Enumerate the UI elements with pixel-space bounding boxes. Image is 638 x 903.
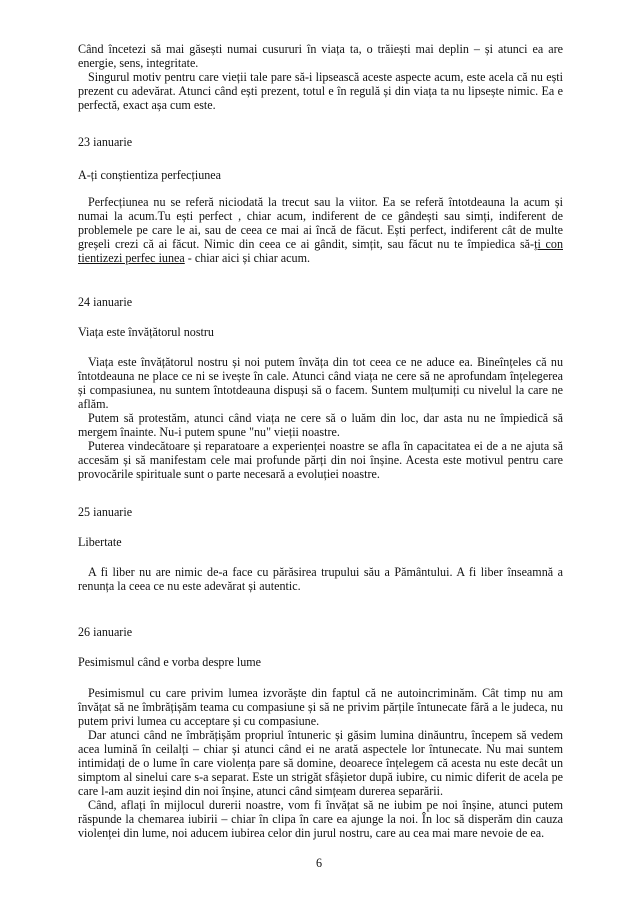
entry-paragraph-1: Viața este învățătorul nostru și noi putem învăța din tot ceea ce ne aduce ea. Bineînțeles că nu întotdeauna ne place ce ni se ivește în cale. Atunci când viața ne cere să ne aprofundam înțelegerea și compasiunea, nu suntem întotdeauna dispuși să o facem. Suntem mulțumiți cu nivelul la care ne aflăm.	[78, 355, 563, 411]
date-heading-jan24: 24 ianuarie	[78, 295, 133, 309]
body-text: Perfecțiunea nu se referă niciodată la trecut sau la viitor. Ea se referă întotdeauna la acum și numai la acum.Tu ești perfect , chiar acum, indiferent de ce gândești sau simți, indiferent de problemele pe care le ai, sau de ceea ce mai ai încă de făcut. Ești perfect, indiferent cât de multe greșeli crezi că ai făcut. Nimic din ceea ce ai gândit, simțit, sau făcut nu te împiedica să-	[78, 195, 563, 251]
entry-paragraph-3: Puterea vindecătoare și reparatoare a experienței noastre se afla în capacitatea ei de a ne ajuta să accesăm și să manifestam cele mai profunde părți din noi înșine. Acesta este motivul pentru care provocările spirituale sunt o parte necesară a evoluției noastre.	[78, 439, 563, 481]
intro-section	[78, 42, 563, 112]
date-heading-jan26: 26 ianuarie	[78, 625, 133, 639]
date-heading-jan23: 23 ianuarie	[78, 135, 133, 149]
entry-paragraph-1: A fi liber nu are nimic de-a face cu părăsirea trupului său a Pământului. A fi liber înseamnă a renunța la ceea ce nu este adevărat și autentic.	[78, 565, 563, 593]
page-number: 6	[315, 856, 323, 870]
entry-paragraph-2: Putem să protestăm, atunci când viața ne cere să o luăm din loc, dar asta nu ne împiedică să mergem înainte. Nu-i putem spune "nu" vieții noastre.	[78, 411, 563, 439]
intro-paragraph-1: Când încetezi să mai găsești numai cusururi în viața ta, o trăiești mai deplin – și atunci ea are energie, sens, integritate.	[78, 42, 563, 70]
entry-body-jan25	[78, 565, 563, 593]
entry-body-jan24	[78, 355, 563, 481]
entry-paragraph-1: Pesimismul cu care privim lumea izvorăște din faptul că ne autoincriminăm. Cât timp nu am învățat să ne îmbrățișăm teama cu compasiune și să ne privim părțile întunecate fără a le judeca, nu putem privi lumea cu acceptare și cu compasiune.	[78, 686, 563, 728]
entry-paragraph-2: Dar atunci când ne îmbrățișăm propriul întuneric și găsim lumina dinăuntru, începem să vedem acea lumină în ceilalți – chiar și atunci când ei ne arată aspectele lor întunecate. Nu mai suntem intimidați de o lume în care violența pare să domine, deoarece înțelegem că acesta nu este decât un simptom al sinelui care s-a separat. Este un strigăt sfâșietor după iubire, cu nimic diferit de acela pe care l-am auzit ieșind din noi înșine, atunci când simțeam durerea separării.	[78, 728, 563, 798]
entry-body-jan26	[78, 686, 563, 840]
entry-body-jan23	[78, 195, 563, 265]
underlined-text: ți con tientizezi perfec iunea	[78, 237, 563, 265]
entry-title-jan25: Libertate	[78, 535, 122, 549]
entry-paragraph-3: Când, aflați în mijlocul durerii noastre, vom fi învățat să ne iubim pe noi înșine, atunci putem răspunde la chemarea iubirii – chiar în clipa în care ea ajunge la noi. În loc să disperăm din cauza violenței din lume, noi aducem iubirea celor din jurul nostru, care au cea mai mare nevoie de ea.	[78, 798, 563, 840]
entry-title-jan26: Pesimismul când e vorba despre lume	[78, 655, 262, 669]
date-heading-jan25: 25 ianuarie	[78, 505, 133, 519]
entry-paragraph	[78, 195, 563, 265]
entry-title-jan23: A-ți conștientiza perfecțiunea	[78, 168, 222, 182]
intro-paragraph-2: Singurul motiv pentru care vieții tale pare să-i lipsească aceste aspecte acum, este acela că nu ești prezent cu adevărat. Atunci când ești prezent, totul e în regulă și din viața ta nu lipsește nimic. Ea e perfectă, exact așa cum este.	[78, 70, 563, 112]
entry-title-jan24: Viața este învățătorul nostru	[78, 325, 214, 339]
body-text-end: - chiar aici și chiar acum.	[184, 251, 311, 265]
